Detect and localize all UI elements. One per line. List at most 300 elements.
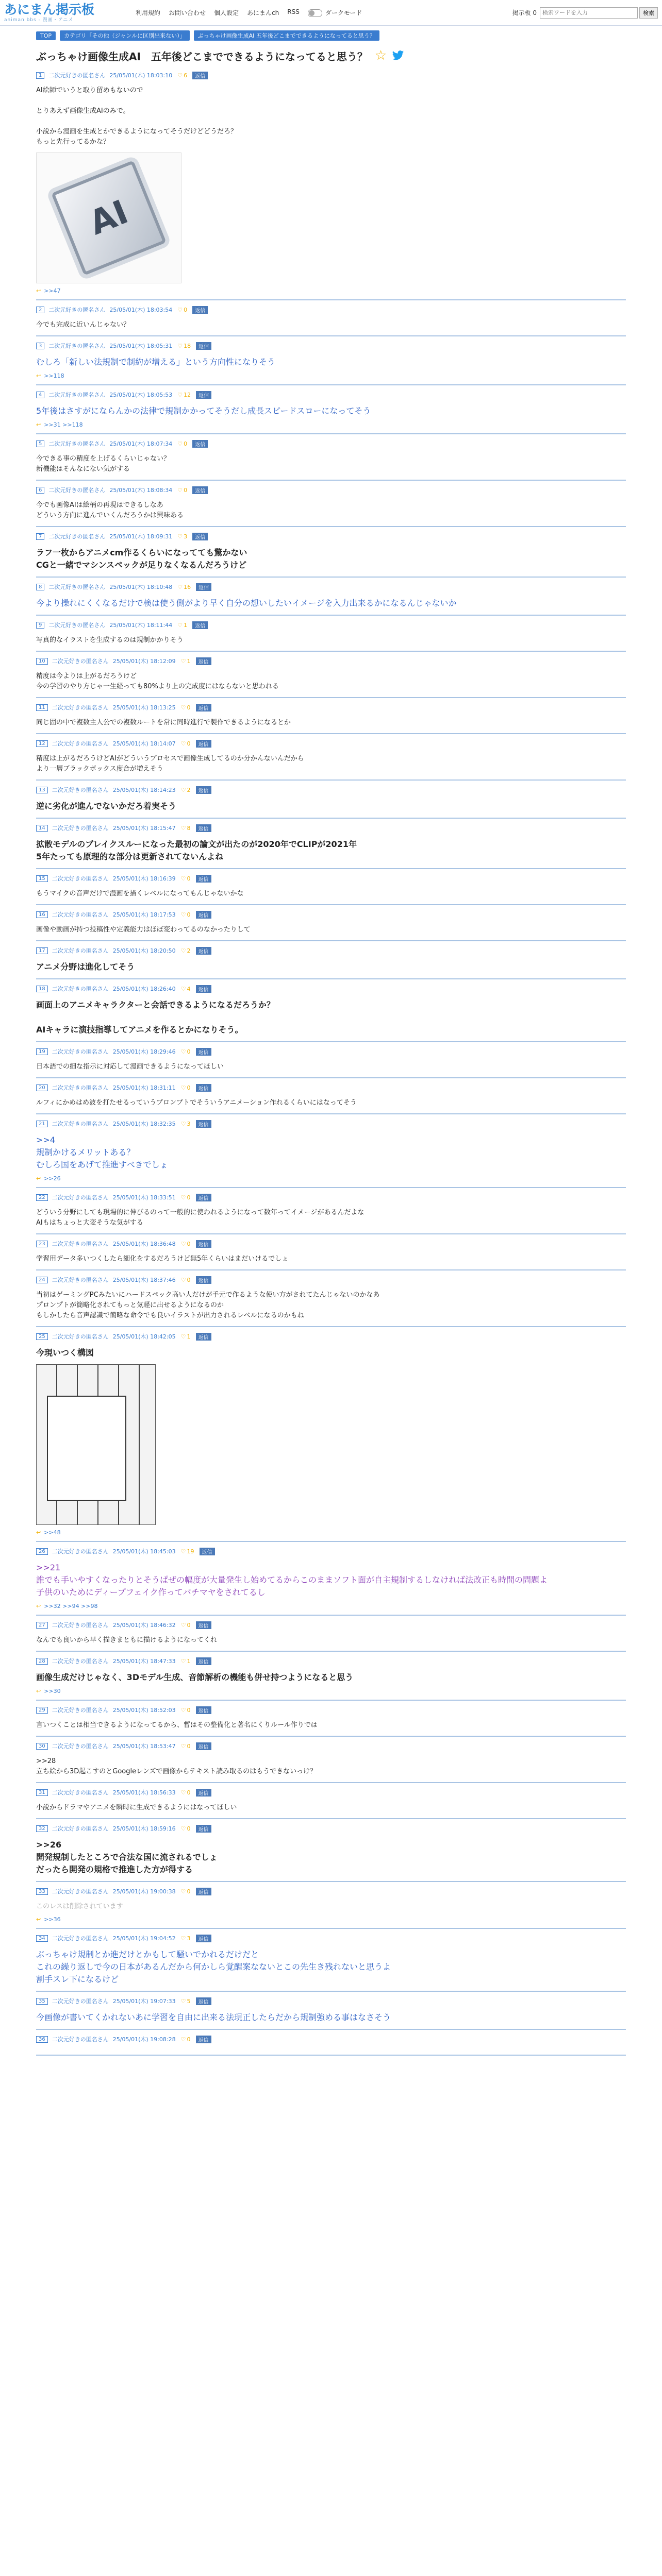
post-header [36,621,626,629]
post [36,734,626,781]
like-count: 18 [184,342,191,349]
reply-button[interactable]: 返信 [196,1194,211,1201]
post [36,1270,626,1327]
reply-button[interactable]: 返信 [192,72,208,79]
post [36,1929,626,1992]
poster-name: 二次元好きの匿名さん [52,1658,109,1665]
top-nav [136,8,378,17]
post-line: 規制かけるメリットある？ [36,1147,135,1157]
nav-contact[interactable]: お問い合わせ [169,9,206,16]
post-line: このレスは削除されています [36,1903,123,1910]
post [36,1327,626,1542]
poster-name: 二次元好きの匿名さん [52,1194,109,1201]
like-icon[interactable]: ♡ [180,947,186,954]
post-body [36,838,626,863]
like-count: 1 [187,1333,191,1340]
reply-links[interactable]: >>31 >>118 [44,421,83,428]
post-number[interactable]: 10 [36,658,48,665]
post-date: 25/05/01(木) 18:03:10 [109,72,173,79]
post-footer [36,1603,626,1609]
post-number[interactable]: 27 [36,1622,48,1629]
like-icon[interactable]: ♡ [177,533,183,540]
post-footer [36,287,626,294]
like-count: 0 [187,2036,191,2043]
post-number[interactable]: 34 [36,1935,48,1942]
post-body [36,1254,626,1264]
reply-button[interactable]: 返信 [196,1048,211,1056]
reply-button[interactable]: 返信 [196,1621,211,1629]
breadcrumb-top[interactable]: TOP [36,31,56,40]
post [36,578,626,616]
reply-button[interactable]: 返信 [196,1742,211,1750]
reply-button[interactable]: 返信 [196,1706,211,1714]
post-header [36,657,626,665]
poster-name: 二次元好きの匿名さん [52,1998,109,2005]
post-line: 学習用データ多いつくしたら細化をするだろうけど無5年くらいはまだいけるでしょ [36,1255,289,1263]
post [36,819,626,869]
post-date: 25/05/01(木) 18:31:11 [112,1084,176,1091]
post-image[interactable] [36,1364,156,1525]
reply-arrow-icon: ↩ [36,1603,41,1609]
post-number[interactable]: 19 [36,1048,48,1055]
post-body [36,1347,626,1359]
post [36,300,626,336]
nav-terms[interactable]: 利用規約 [136,9,161,16]
post-number[interactable]: 7 [36,533,44,540]
post-line: 画像や動画が持つ投稿性や定義能力はほぼ変わってるのなかったりして [36,926,251,934]
post [36,434,626,481]
like-icon[interactable]: ♡ [177,486,183,494]
reply-button[interactable]: 返信 [192,486,208,494]
reply-links[interactable]: >>30 [44,1688,61,1694]
reply-button[interactable]: 返信 [196,911,211,919]
post-number[interactable]: 28 [36,1658,48,1665]
post-header [36,1934,626,1942]
poster-name: 二次元好きの匿名さん [48,307,106,313]
post-image[interactable] [36,152,181,283]
like-icon[interactable]: ♡ [180,1888,186,1895]
nav-settings[interactable]: 個人設定 [214,9,239,16]
reply-links[interactable]: >>32 >>94 >>98 [44,1603,98,1609]
post-header [36,306,626,314]
search-scope[interactable]: 掲示板 0 [512,9,537,16]
poster-name: 二次元好きの匿名さん [48,584,106,590]
post-body [36,1562,626,1599]
post-date: 25/05/01(木) 18:33:51 [112,1194,176,1201]
post-line [36,1011,626,1024]
like-count: 0 [187,1621,191,1629]
breadcrumb-thread[interactable]: ぶっちゃけ画像生成AI 五年後どこまでできるようになってると思う？ [194,30,379,41]
post-number[interactable]: 6 [36,487,44,494]
like-icon[interactable]: ♡ [180,1120,186,1127]
post [36,1042,626,1078]
like-icon[interactable]: ♡ [180,1789,186,1796]
reply-button[interactable]: 返信 [196,657,211,665]
post-header [36,486,626,494]
post-body [36,1671,626,1684]
post [36,616,626,652]
post-date: 25/05/01(木) 18:14:23 [112,787,176,793]
post-body [36,405,626,417]
post-line: 割手スレ下になるけど [36,1974,119,1984]
like-icon[interactable]: ♡ [180,985,186,992]
poster-name: 二次元好きの匿名さん [48,622,106,629]
like-icon[interactable]: ♡ [180,657,186,665]
reply-links[interactable]: >>118 [44,372,64,379]
post-header [36,1120,626,1128]
post-date: 25/05/01(木) 19:00:38 [112,1888,176,1895]
like-count: 8 [187,824,191,832]
poster-name: 二次元好きの匿名さん [52,704,109,711]
post-date: 25/05/01(木) 18:05:31 [109,343,173,349]
poster-name: 二次元好きの匿名さん [52,1825,109,1832]
post-number[interactable]: 25 [36,1333,48,1340]
like-icon[interactable]: ♡ [180,704,186,711]
like-count: 0 [187,875,191,882]
post-line: 日本語での細な指示に対応して漫画できるようになってほしい [36,1063,224,1071]
post-date: 25/05/01(木) 18:07:34 [109,440,173,447]
post-line: プロンプトが簡略化されてもっと気軽に出せるようになるのか [36,1301,224,1309]
post-header [36,985,626,993]
post-body [36,999,626,1036]
post-line [36,116,626,127]
like-count: 1 [187,1657,191,1665]
post-line: 今の学習のやり方じゃ一生経っても80%より上の完成度にはならないと思われる [36,683,279,690]
reply-button[interactable]: 返信 [200,1548,215,1555]
reply-links[interactable]: >>48 [44,1529,61,1536]
reply-arrow-icon: ↩ [36,287,41,294]
reply-button[interactable]: 返信 [196,1333,211,1341]
post-number[interactable]: 16 [36,911,48,918]
like-icon[interactable]: ♡ [180,1621,186,1629]
reply-button[interactable]: 返信 [192,306,208,314]
post-number[interactable]: 24 [36,1277,48,1283]
like-icon[interactable]: ♡ [180,1706,186,1714]
poster-name: 二次元好きの匿名さん [52,1935,109,1942]
like-count: 12 [184,391,191,398]
like-count: 5 [187,1997,191,2005]
post-number[interactable]: 8 [36,584,44,590]
post-footer [36,1688,626,1694]
post [36,1188,626,1234]
post-number[interactable]: 2 [36,307,44,313]
reply-button[interactable]: 返信 [196,2036,211,2043]
like-count: 0 [184,486,188,494]
poster-name: 二次元好きの匿名さん [52,740,109,747]
thread-title-bar [36,45,662,66]
reply-button[interactable]: 返信 [196,342,211,350]
like-icon[interactable]: ♡ [177,583,183,590]
post-body [36,925,626,935]
reply-button[interactable]: 返信 [196,1120,211,1128]
reply-button[interactable]: 返信 [196,1657,211,1665]
post-number[interactable]: 26 [36,1548,48,1555]
post [36,1652,626,1701]
search-input[interactable] [540,7,638,19]
post-footer [36,1916,626,1923]
like-icon[interactable]: ♡ [180,1276,186,1283]
post-number[interactable]: 5 [36,440,44,447]
post-date: 25/05/01(木) 18:16:39 [112,875,176,882]
post-header [36,2035,626,2043]
like-icon[interactable]: ♡ [180,1935,186,1942]
like-count: 0 [187,1194,191,1201]
post-date: 25/05/01(木) 18:42:05 [112,1333,176,1340]
post-number[interactable]: 21 [36,1121,48,1127]
reply-button[interactable]: 返信 [196,1997,211,2005]
post-line: より一層ブラックボックス度合が増えそう [36,765,163,773]
reply-button[interactable]: 返信 [196,947,211,955]
post-header [36,1047,626,1056]
post-line: もしかしたら音声認識で簡略な命令でも良いイラストが出力されるレベルになるのかもね [36,1312,304,1319]
post-number[interactable]: 31 [36,1789,48,1796]
reply-button[interactable]: 返信 [192,621,208,629]
post-footer [36,1529,626,1536]
twitter-icon[interactable] [392,50,404,61]
reply-button[interactable]: 返信 [196,704,211,711]
search-area [512,7,658,19]
post-header [36,1742,626,1750]
like-icon[interactable]: ♡ [180,1240,186,1247]
post-line: AIもはちょっと大変そうな気がする [36,1219,143,1227]
toggle-icon [308,9,322,17]
post-number[interactable]: 29 [36,1707,48,1714]
post [36,385,626,434]
post [36,1992,626,2030]
post [36,1542,626,1616]
post-date: 25/05/01(木) 18:59:16 [112,1825,176,1832]
reply-button[interactable]: 返信 [192,533,208,540]
search-button[interactable]: 検索 [639,7,658,19]
post [36,1114,626,1188]
like-icon[interactable]: ♡ [177,440,183,447]
post-number[interactable]: 23 [36,1241,48,1247]
reply-button[interactable]: 返信 [196,824,211,832]
post-number[interactable]: 22 [36,1194,48,1201]
reply-links[interactable]: >>36 [44,1916,61,1923]
reply-links[interactable]: >>26 [44,1175,61,1182]
like-count: 0 [187,704,191,711]
like-icon[interactable]: ♡ [180,2036,186,2043]
poster-name: 二次元好きの匿名さん [52,1333,109,1340]
like-icon[interactable]: ♡ [180,1194,186,1201]
post-body [36,86,626,147]
post-line: >>4 [36,1135,55,1145]
post-line: もうマイクの音声だけで漫画を描くレベルになってもんじゃないかな [36,890,244,897]
like-icon[interactable]: ♡ [180,875,186,882]
post-body [36,1062,626,1072]
post-number[interactable]: 4 [36,392,44,398]
post-number[interactable]: 14 [36,825,48,832]
post [36,2030,626,2056]
post-body [36,1098,626,1108]
reply-button[interactable]: 返信 [196,740,211,748]
reply-button[interactable]: 返信 [196,875,211,883]
reply-arrow-icon: ↩ [36,421,41,428]
reply-button[interactable]: 返信 [196,1888,211,1895]
reply-arrow-icon: ↩ [36,1175,41,1182]
post-line: 言いつくことは相当できるようになってるから、暫はその整備化と著名にくりルール作りでは [36,1721,318,1729]
post-number[interactable]: 20 [36,1084,48,1091]
post-header [36,583,626,591]
post-number[interactable]: 15 [36,875,48,882]
post-header [36,1193,626,1201]
post-date: 25/05/01(木) 18:45:03 [112,1548,176,1555]
like-icon[interactable]: ♡ [180,1548,186,1555]
reply-button[interactable]: 返信 [196,1084,211,1092]
like-icon[interactable]: ♡ [177,621,183,629]
like-icon[interactable]: ♡ [180,1084,186,1091]
like-count: 1 [187,657,191,665]
post-body [36,2011,626,2024]
post-line [36,96,626,106]
post-header [36,71,626,79]
post-line: 精度は上がるだろうけどAIがどういうプロセスで画像生成してるのか分かんないんだから [36,755,304,762]
post [36,481,626,527]
reply-button[interactable]: 返信 [196,583,211,591]
like-icon[interactable]: ♡ [177,342,183,349]
post-body [36,1208,626,1228]
post-line: 画面上のアニメキャラクターと会話できるようになるだろうか？ [36,1000,275,1010]
post-number[interactable]: 3 [36,343,44,349]
nav-rss[interactable]: RSS [287,8,300,15]
like-icon[interactable]: ♡ [180,1333,186,1340]
post-line: 今でも完成に近いんじゃない？ [36,321,130,329]
post-number[interactable]: 13 [36,787,48,793]
like-count: 4 [187,985,191,992]
post-line: とりあえず画像生成AIのみで。 [36,107,130,115]
post-header [36,1788,626,1797]
poster-name: 二次元好きの匿名さん [52,986,109,992]
like-count: 0 [187,911,191,918]
post-number[interactable]: 12 [36,740,48,747]
post-header [36,342,626,350]
post-date: 25/05/01(木) 18:13:25 [112,704,176,711]
post-number[interactable]: 35 [36,1998,48,2005]
poster-name: 二次元好きの匿名さん [52,1048,109,1055]
poster-name: 二次元好きの匿名さん [52,1277,109,1283]
reply-button[interactable]: 返信 [196,1789,211,1797]
post-date: 25/05/01(木) 18:05:53 [109,392,173,398]
post-number[interactable]: 32 [36,1825,48,1832]
post-line: 同じ固の中で複数主人公での複数ルートを常に同時進行で製作できるようになるとか [36,719,291,726]
post-date: 25/05/01(木) 18:36:48 [112,1241,176,1247]
like-icon[interactable]: ♡ [180,1657,186,1665]
post-body [36,1948,626,1986]
post-header [36,1547,626,1555]
site-header [0,0,662,26]
post-date: 25/05/01(木) 18:53:47 [112,1743,176,1750]
post-line: 子供のいためにディープフェイク作ってパチマヤをされてるし [36,1587,266,1597]
post [36,1616,626,1652]
post-number[interactable]: 18 [36,986,48,992]
poster-name: 二次元好きの匿名さん [48,343,106,349]
like-icon[interactable]: ♡ [180,1997,186,2005]
reply-button[interactable]: 返信 [196,1825,211,1833]
post-header [36,391,626,399]
post-body [36,889,626,899]
post-date: 25/05/01(木) 18:12:09 [112,658,176,665]
like-icon[interactable]: ♡ [180,1825,186,1832]
post-header [36,739,626,748]
post-number[interactable]: 9 [36,622,44,629]
like-icon[interactable]: ♡ [180,824,186,832]
site-logo[interactable] [4,2,130,24]
nav-animanch[interactable]: あにまんch [247,9,279,16]
post-body [36,356,626,368]
like-icon[interactable]: ♡ [180,911,186,918]
post-date: 25/05/01(木) 18:20:50 [112,947,176,954]
post-body [36,1756,626,1777]
like-icon[interactable]: ♡ [177,72,183,79]
reply-button[interactable]: 返信 [196,786,211,794]
post-header [36,1332,626,1341]
post-line: だったら開発の規格で推進した方が得する [36,1865,193,1874]
post-line: 今より操れにくくなるだけで検は使う側がより早く自分の想いしたいイメージを入力出来るかになるんじゃないか [36,598,457,608]
site-subtitle: animan bbs - 漫画・アニメ [4,17,74,23]
favorite-star-icon[interactable]: ☆ [374,48,387,63]
post-number[interactable]: 36 [36,2036,48,2043]
poster-name: 二次元好きの匿名さん [52,787,109,793]
post-header [36,1824,626,1833]
post [36,1737,626,1783]
post-number[interactable]: 17 [36,947,48,954]
post-header [36,1276,626,1284]
post [36,941,626,979]
post-date: 25/05/01(木) 18:08:34 [109,487,173,494]
breadcrumb-category[interactable]: カテゴリ「その他（ジャンルに区別出来ない）」 [60,30,190,41]
post-line: >>26 [36,1840,62,1850]
post-body [36,1134,626,1171]
post-date: 25/05/01(木) 19:08:28 [112,2036,176,2043]
post-number[interactable]: 1 [36,72,44,79]
post [36,698,626,734]
post-number[interactable]: 33 [36,1888,48,1895]
reply-button[interactable]: 返信 [196,391,211,399]
like-icon[interactable]: ♡ [177,306,183,313]
post [36,979,626,1042]
post-line: ルフィにかめはめ波を打たせるっていうプロンプトでそういうアニメーション作れるくらいにはなってそう [36,1099,357,1107]
post-line: むしろ国をあげて推進すべきでしょ [36,1160,168,1170]
post-date: 25/05/01(木) 19:07:33 [112,1998,176,2005]
like-icon[interactable]: ♡ [180,1742,186,1750]
post [36,781,626,819]
post-line: ぶっちゃけ規制とか進だけとかもして騒いでかれるだけだと [36,1950,259,1959]
post-date: 25/05/01(木) 18:09:31 [109,533,173,540]
reply-button[interactable]: 返信 [192,440,208,448]
post [36,527,626,578]
post-line: どういう分野にしても現場的に伸びるのって一般的に使われるようになって数年ってイメージがあるんだよな [36,1209,365,1216]
dark-mode-toggle[interactable] [308,8,371,17]
post-body [36,1839,626,1876]
reply-button[interactable]: 返信 [196,985,211,993]
post-line: むしろ「新しい法規制で制約が増える」という方向性になりそう [36,357,276,367]
like-count: 0 [187,1742,191,1750]
reply-button[interactable]: 返信 [196,1240,211,1248]
like-icon[interactable]: ♡ [180,786,186,793]
post-date: 25/05/01(木) 18:11:44 [109,622,173,629]
post-number[interactable]: 11 [36,704,48,711]
like-icon[interactable]: ♡ [180,740,186,747]
reply-button[interactable]: 返信 [196,1935,211,1942]
post-line: 新機能はそんなにない気がする [36,465,130,473]
poster-name: 二次元好きの匿名さん [52,911,109,918]
post-number[interactable]: 30 [36,1743,48,1750]
reply-links[interactable]: >>47 [44,287,61,294]
reply-button[interactable]: 返信 [196,1276,211,1284]
like-icon[interactable]: ♡ [177,391,183,398]
like-icon[interactable]: ♡ [180,1048,186,1055]
